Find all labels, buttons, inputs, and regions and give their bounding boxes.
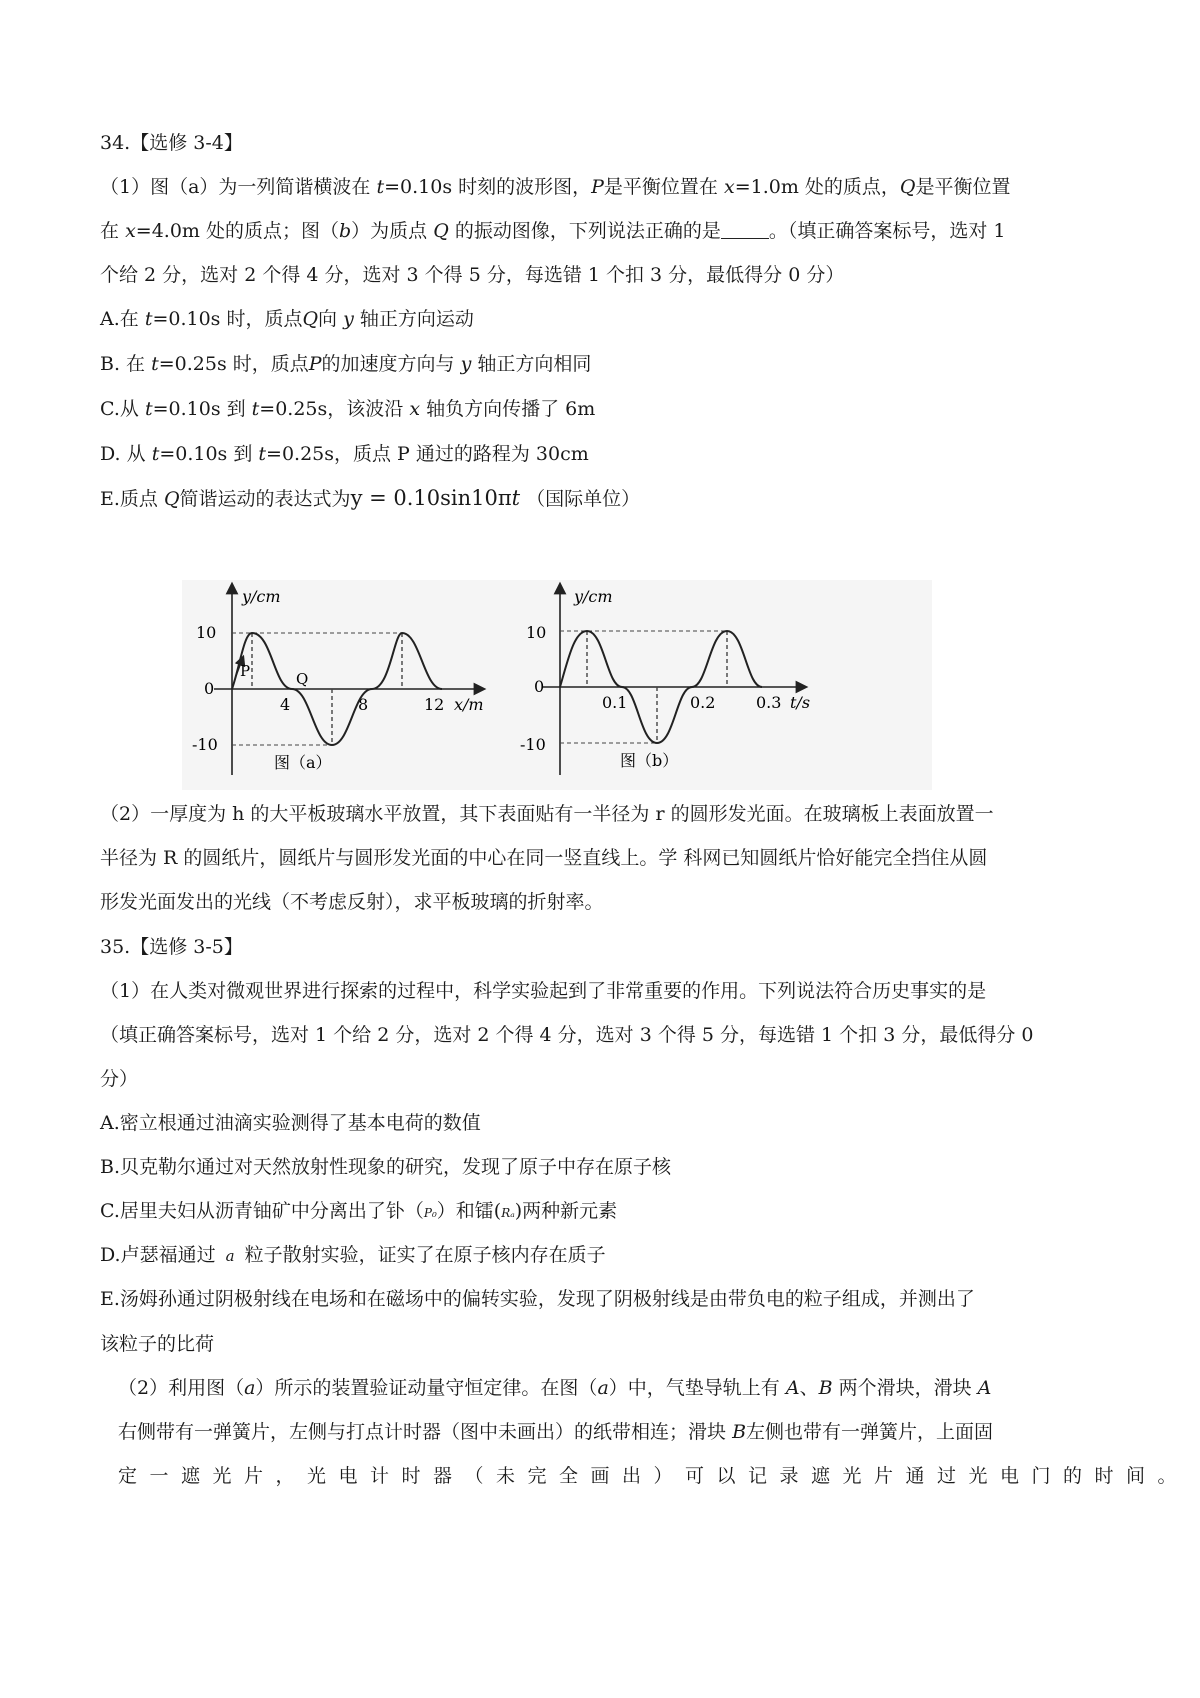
fig-b-ylabel: y/cm xyxy=(574,587,613,606)
shm-formula: y = 0.10sin10πt xyxy=(350,486,521,510)
q34-part2-line3: 形发光面发出的光线（不考虑反射），求平板玻璃的折射率。 xyxy=(100,891,604,913)
figure-a-wave-graph xyxy=(192,587,484,775)
q34-option-c: C.从 t=0.10s 到 t=0.25s，该波沿 x 轴负方向传播了 6m xyxy=(100,398,596,420)
fig-b-tick-y-10: 10 xyxy=(526,623,547,642)
fig-a-tick-x-4: 4 xyxy=(280,695,291,714)
fig-b-caption: 图（b） xyxy=(620,751,679,770)
q34-part2-line2: 半径为 R 的圆纸片，圆纸片与圆形发光面的中心在同一竖直线上。学 科网已知圆纸片恰好能完全挡住从圆 xyxy=(100,847,988,869)
fig-a-tick-y-10: 10 xyxy=(196,623,217,642)
fig-a-caption: 图（a） xyxy=(274,753,332,772)
fig-b-tick-x-0.3: 0.3 xyxy=(756,693,782,712)
answer-blank[interactable] xyxy=(721,220,769,239)
q35-option-e-line1: E.汤姆孙通过阴极射线在电场和在磁场中的偏转实验，发现了阴极射线是由带负电的粒子组成，并测出了 xyxy=(100,1288,975,1310)
fig-a-tick-y-neg10: -10 xyxy=(192,735,218,754)
q34-option-d: D. 从 t=0.10s 到 t=0.25s，质点 P 通过的路程为 30cm xyxy=(100,443,589,465)
q35-part2-line3: 定一遮光片，光电计时器（未完全画出）可以记录遮光片通过光电门的时间。 xyxy=(118,1465,1190,1487)
fig-b-xlabel: t/s xyxy=(790,693,811,712)
q35-heading: 35.【选修 3-5】 xyxy=(100,936,243,958)
q35-option-b: B.贝克勒尔通过对天然放射性现象的研究，发现了原子中存在原子核 xyxy=(100,1156,672,1178)
fig-b-tick-x-0.1: 0.1 xyxy=(602,693,628,712)
fig-b-tick-y-0: 0 xyxy=(534,677,545,696)
q34-part1-line1: （1）图（a）为一列简谐横波在 t=0.10s 时刻的波形图，P是平衡位置在 x=1.0m 处的质点，Q是平衡位置 xyxy=(100,176,1011,198)
fig-a-tick-y-0: 0 xyxy=(204,679,215,698)
fig-a-tick-x-8: 8 xyxy=(358,695,369,714)
q35-option-e-line2: 该粒子的比荷 xyxy=(100,1333,215,1355)
q35-option-c: C.居里夫妇从沥青铀矿中分离出了钋（P₀）和镭(Rₐ)两种新元素 xyxy=(100,1200,618,1222)
q35-part1-line2: （填正确答案标号，选对 1 个给 2 分，选对 2 个得 4 分，选对 3 个得 5 分，每选错 1 个扣 3 分，最低得分 0 xyxy=(100,1024,1034,1046)
fig-a-xlabel: x/m xyxy=(454,695,484,714)
q35-part2-line2: 右侧带有一弹簧片，左侧与打点计时器（图中未画出）的纸带相连；滑块 B左侧也带有一弹簧片，上面固 xyxy=(118,1421,994,1443)
fig-a-point-p: P xyxy=(240,662,251,680)
q34-part1-line2: 在 x=4.0m 处的质点；图（b）为质点 Q 的振动图像，下列说法正确的是 。（填正确答案标号，选对 1 xyxy=(100,220,1006,242)
fig-b-tick-x-0.2: 0.2 xyxy=(690,693,716,712)
fig-a-tick-x-12: 12 xyxy=(424,695,445,714)
q35-part1-line3: 分） xyxy=(100,1068,139,1090)
q34-option-a: A.在 t=0.10s 时，质点Q向 y 轴正方向运动 xyxy=(100,308,474,330)
wave-figures xyxy=(182,580,932,790)
fig-a-ylabel: y/cm xyxy=(242,587,281,606)
q34-part2-line1: （2）一厚度为 h 的大平板玻璃水平放置，其下表面贴有一半径为 r 的圆形发光面。在玻璃板上表面放置一 xyxy=(100,803,994,825)
q34-heading: 34.【选修 3-4】 xyxy=(100,132,243,154)
fig-b-tick-y-neg10: -10 xyxy=(520,735,546,754)
fig-a-point-q: Q xyxy=(296,670,309,688)
q35-part1-line1: （1）在人类对微观世界进行探索的过程中，科学实验起到了非常重要的作用。下列说法符合历史事实的是 xyxy=(100,980,987,1002)
figure-b-vibration-graph xyxy=(520,587,810,775)
q35-option-d: D.卢瑟福通过 a 粒子散射实验，证实了在原子核内存在质子 xyxy=(100,1244,606,1266)
q34-part1-line3: 个给 2 分，选对 2 个得 4 分，选对 3 个得 5 分，每选错 1 个扣 3 分，最低得分 0 分） xyxy=(100,264,845,286)
q34-option-b: B. 在 t=0.25s 时，质点P的加速度方向与 y 轴正方向相同 xyxy=(100,353,592,375)
q35-option-a: A.密立根通过油滴实验测得了基本电荷的数值 xyxy=(100,1112,481,1134)
q34-option-e: E.质点 Q简谐运动的表达式为y = 0.10sin10πt （国际单位） xyxy=(100,486,641,510)
q35-part2-line1: （2）利用图（a）所示的装置验证动量守恒定律。在图（a）中，气垫导轨上有 A、B 两个滑块，滑块 A xyxy=(118,1377,992,1399)
